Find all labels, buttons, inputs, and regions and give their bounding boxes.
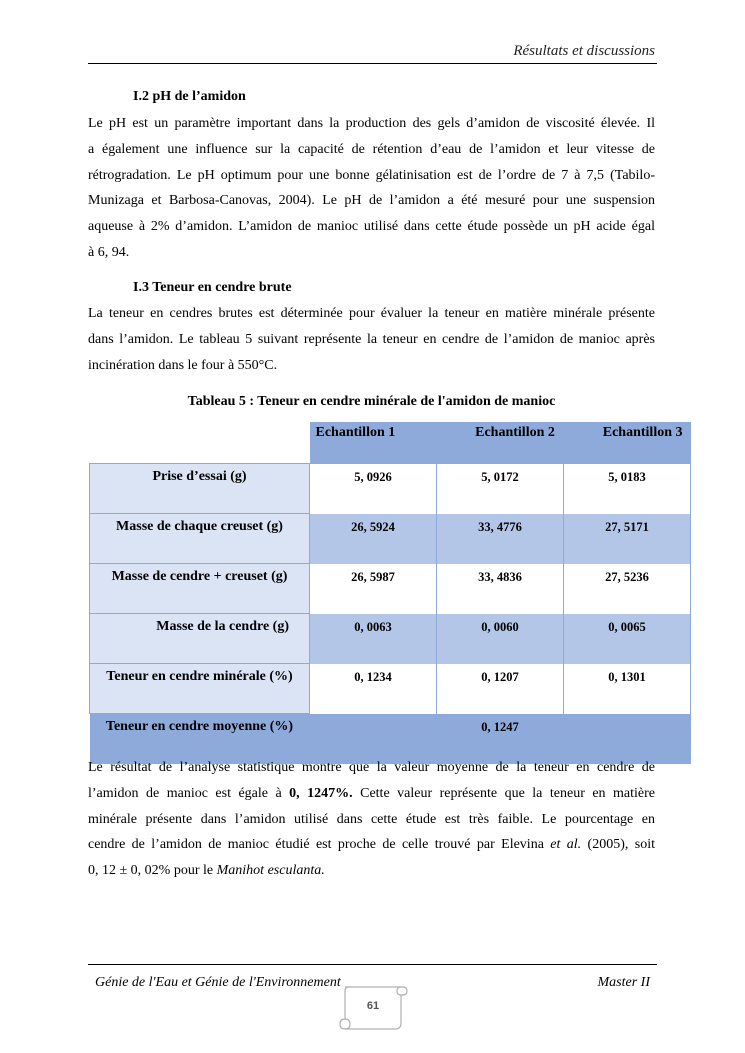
table-cell: 33, 4836 <box>437 564 564 614</box>
table-row <box>90 614 691 664</box>
page-number: 61 <box>366 1000 380 1012</box>
header-rule <box>88 63 657 64</box>
text-run: 0, 12 ± 0, 02% pour le <box>88 863 217 879</box>
section-heading-ash: I.3 Teneur en cendre brute <box>133 280 292 295</box>
table-row <box>90 664 691 714</box>
footer-left: Génie de l'Eau et Génie de l'Environnement <box>95 975 341 990</box>
table-cell: 5, 0183 <box>564 464 691 514</box>
paragraph-line <box>88 858 655 884</box>
table-cell: 27, 5171 <box>564 514 691 564</box>
table-cell: 27, 5236 <box>564 564 691 614</box>
table-cell: 26, 5987 <box>310 564 437 614</box>
table-cell: 5, 0926 <box>310 464 437 514</box>
species-name: Manihot esculanta. <box>216 863 325 879</box>
mean-value-cell: 0, 1247 <box>310 714 691 764</box>
column-header: Echantillon 1 <box>310 422 437 464</box>
text-run: l’amidon de manioc est égale à <box>88 785 290 801</box>
italic-citation: et al. <box>550 837 582 853</box>
paragraph-line: La teneur en cendres brutes est déterminée pour évaluer la teneur en matière minérale présente <box>88 306 655 321</box>
column-header: Echantillon 3 <box>564 422 691 464</box>
row-label: Masse de chaque creuset (g) <box>90 514 310 564</box>
paragraph-line: dans l’amidon. Le tableau 5 suivant représente la teneur en cendre de l’amidon de manioc après <box>88 331 655 347</box>
paragraph-line: a également une influence sur la capacité de rétention d’eau de l’amidon et leur vitesse de <box>88 141 655 157</box>
paragraph-line: rétrogradation. Le pH optimum pour une bonne gélatinisation est de l’ordre de 7 à 7,5 (Tabilo- <box>88 167 655 183</box>
ash-content-table <box>89 422 691 764</box>
paragraph-ph <box>88 111 655 266</box>
table-cell: 0, 0063 <box>310 614 437 664</box>
column-header: Echantillon 2 <box>437 422 564 464</box>
table-header-row <box>90 422 691 464</box>
footer-rule <box>88 964 657 965</box>
text-run: cendre de l’amidon de manioc étudié est proche de celle trouvé par Elevina <box>88 837 551 853</box>
paragraph-line <box>88 832 655 858</box>
table-cell: 0, 1234 <box>310 664 437 714</box>
row-label: Prise d’essai (g) <box>90 464 310 514</box>
row-label: Masse de cendre + creuset (g) <box>90 564 310 614</box>
page-number-scroll <box>337 983 409 1033</box>
table-row <box>90 564 691 614</box>
paragraph-line: Munizaga et Barbosa-Canovas, 2004). Le pH de l’amidon a été mesuré pour une suspension <box>88 193 655 209</box>
row-label: Teneur en cendre minérale (%) <box>90 664 310 714</box>
table-cell: 0, 1207 <box>437 664 564 714</box>
paragraph-line <box>88 781 655 807</box>
paragraph-conclusion <box>88 755 655 884</box>
row-label: Masse de la cendre (g) <box>90 614 310 664</box>
table-cell: 26, 5924 <box>310 514 437 564</box>
footer-right: Master II <box>597 975 650 990</box>
table-cell: 0, 1301 <box>564 664 691 714</box>
table-cell: 0, 0060 <box>437 614 564 664</box>
table-cell: 33, 4776 <box>437 514 564 564</box>
running-header: Résultats et discussions <box>513 43 655 59</box>
text-run: Cette valeur représente que la teneur en matière <box>352 785 656 801</box>
table-row <box>90 514 691 564</box>
paragraph-line: Le pH est un paramètre important dans la production des gels d’amidon de viscosité élevée. Il <box>88 116 655 131</box>
table-cell: 0, 0065 <box>564 614 691 664</box>
paragraph-ash <box>88 301 655 378</box>
text-run: (2005), soit <box>581 837 655 853</box>
paragraph-line: à 6, 94. <box>88 244 130 260</box>
paragraph-line: Le résultat de l’analyse statistique montre que la valeur moyenne de la teneur en cendre de <box>88 760 655 775</box>
table-cell: 5, 0172 <box>437 464 564 514</box>
paragraph-line: aqueuse à 2% d’amidon. L’amidon de manioc utilisé dans cette étude possède un pH acide égal <box>88 219 655 235</box>
mean-value-highlight: 0, 1247%. <box>289 785 353 801</box>
paragraph-line: incinération dans le four à 550°C. <box>88 357 278 373</box>
section-heading-ph: I.2 pH de l’amidon <box>133 89 246 104</box>
header-blank-cell <box>90 422 310 464</box>
paragraph-line: minérale présente dans l’amidon utilisé dans cette étude est très faible. Le pourcentage en <box>88 811 655 827</box>
table-caption: Tableau 5 : Teneur en cendre minérale de l'amidon de manioc <box>187 394 556 409</box>
table-row <box>90 464 691 514</box>
row-label: Teneur en cendre moyenne (%) <box>90 714 310 764</box>
